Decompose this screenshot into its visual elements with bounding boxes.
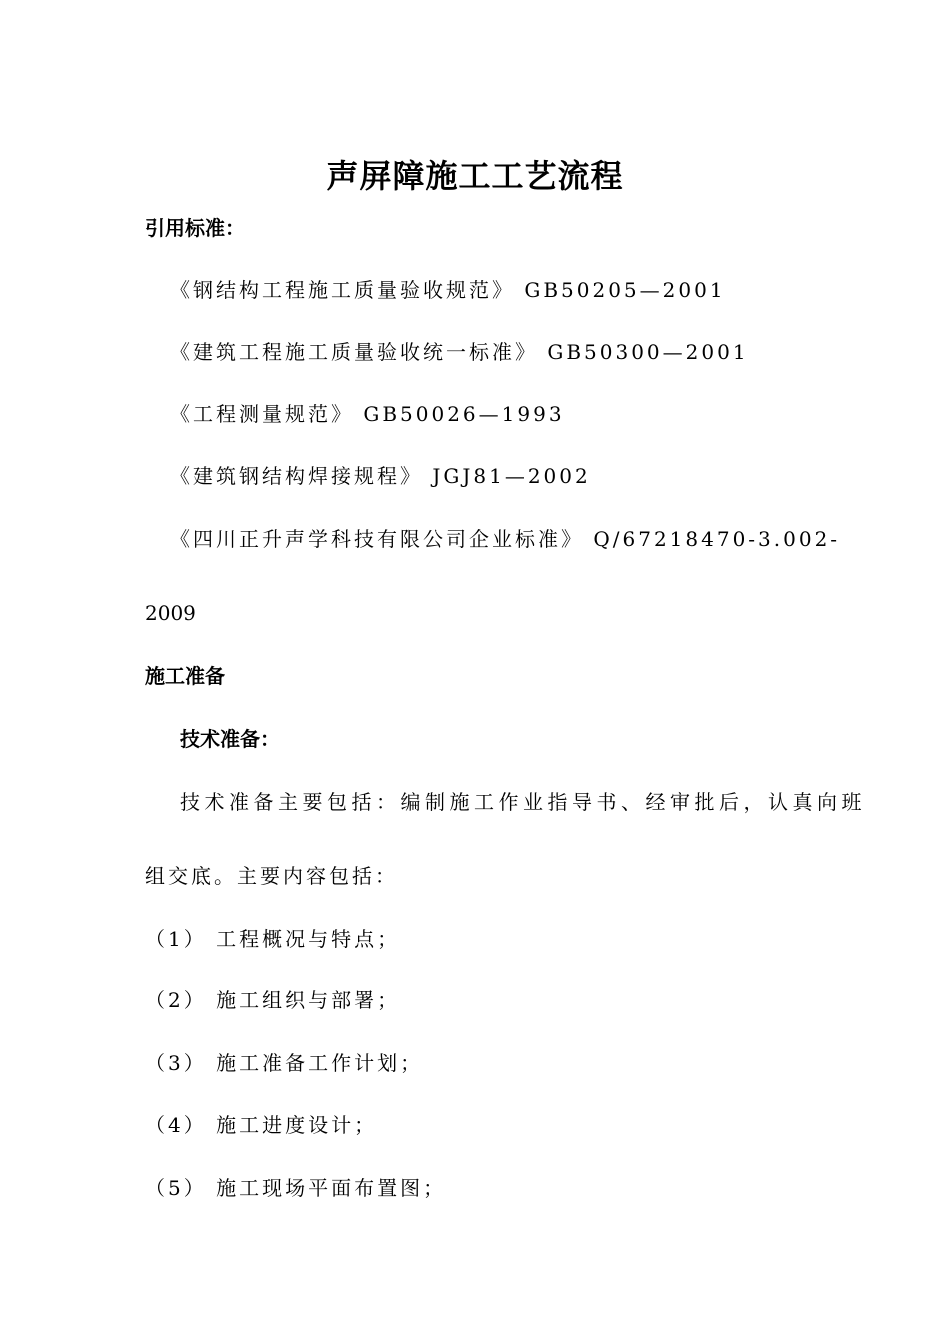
- list-item: （1） 工程概况与特点；: [145, 927, 401, 951]
- list-item: （5） 施工现场平面布置图；: [145, 1176, 447, 1200]
- reference-item: 《钢结构工程施工质量验收规范》 GB50205—2001: [170, 278, 726, 302]
- reference-heading: 引用标准：: [145, 216, 245, 240]
- reference-item-continuation: 2009: [145, 601, 196, 625]
- reference-item: 《建筑工程施工质量验收统一标准》 GB50300—2001: [170, 340, 749, 364]
- paragraph-line: 组交底。主要内容包括：: [145, 864, 398, 888]
- reference-item: 《工程测量规范》 GB50026—1993: [170, 402, 565, 426]
- list-item: （4） 施工进度设计；: [145, 1113, 378, 1137]
- section-heading: 施工准备: [145, 664, 225, 688]
- reference-item: 《建筑钢结构焊接规程》 JGJ81—2002: [170, 464, 591, 488]
- subsection-heading: 技术准备：: [180, 727, 280, 751]
- reference-item: 《四川正升声学科技有限公司企业标准》 Q/67218470-3.002-: [170, 527, 841, 551]
- paragraph-line: 技术准备主要包括：编制施工作业指导书、经审批后，认真向班: [180, 790, 866, 814]
- list-item: （2） 施工组织与部署；: [145, 988, 401, 1012]
- document-title: 声屏障施工工艺流程: [326, 157, 624, 195]
- list-item: （3） 施工准备工作计划；: [145, 1051, 424, 1075]
